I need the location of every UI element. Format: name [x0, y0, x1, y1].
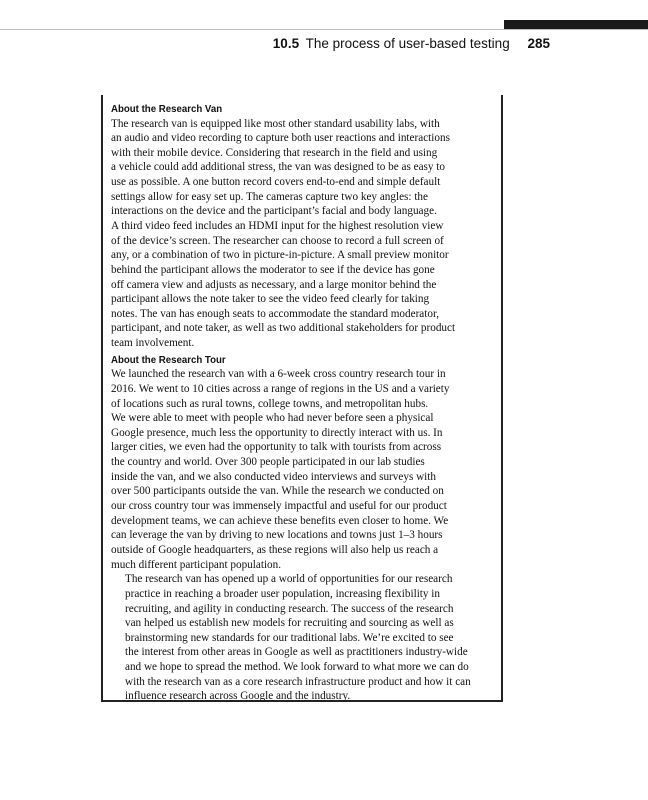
header-rule [0, 29, 648, 30]
text-line: can leverage the van by driving to new locations and towns just 1–3 hours [111, 529, 443, 542]
sidebar-paragraph [111, 117, 501, 351]
text-line: We launched the research van with a 6-week cross country research tour in [111, 368, 446, 381]
text-line: A third video feed includes an HDMI input for the highest resolution view [111, 219, 444, 232]
text-line: brainstorming new standards for our traditional labs. We’re excited to see [125, 631, 454, 644]
text-line: and we hope to spread the method. We look forward to what more we can do [125, 661, 469, 674]
sidebar-heading: About the Research Tour [111, 353, 226, 366]
sidebar-paragraph [111, 572, 501, 704]
text-line: We were able to meet with people who had never before seen a physical [111, 412, 434, 425]
text-line: an audio and video recording to capture both user reactions and interactions [111, 132, 450, 145]
text-line: participant, and note taker, as well as two additional stakeholders for product [111, 322, 456, 335]
text-line: The research van is equipped like most other standard usability labs, with [111, 117, 440, 130]
text-line: The research van has opened up a world of opportunities for our research [125, 573, 453, 586]
section-number: 10.5 [272, 36, 300, 51]
text-line: larger cities, we even had the opportunity to talk with tourists from across [111, 441, 442, 454]
text-line: any, or a combination of two in picture-in-picture. A small preview monitor [111, 249, 449, 262]
text-line: settings allow for easy set up. The cameras capture two key angles: the [111, 190, 428, 203]
text-line: 2016. We went to 10 cities across a range of regions in the US and a variety [111, 382, 450, 395]
text-line: over 500 participants outside the van. While the research we conducted on [111, 485, 444, 498]
text-line: the country and world. Over 300 people participated in our lab studies [111, 456, 425, 469]
text-line: van helped us establish new models for recruiting and sourcing as well as [125, 617, 454, 630]
text-line: with the research van as a core research infrastructure product and how it can [125, 675, 471, 688]
sidebar-section-research-tour [111, 353, 501, 704]
text-line: practice in reaching a broader user population, increasing flexibility in [125, 587, 440, 600]
text-line: our cross country tour was immensely impactful and useful for our product [111, 500, 447, 513]
running-head [273, 36, 550, 51]
text-line: team involvement. [111, 337, 195, 350]
text-line: off camera view and adjusts as necessary, and a large monitor behind the [111, 278, 437, 291]
text-line: influence research across Google and the industry. [125, 690, 351, 703]
text-line: participant allows the note taker to see the video feed clearly for taking [111, 293, 430, 306]
text-line: interactions on the device and the participant’s facial and body language. [111, 205, 437, 218]
text-line: of the device’s screen. The researcher can choose to record a full screen of [111, 234, 444, 247]
page-number: 285 [527, 36, 550, 51]
text-line: recruiting, and agility in conducting research. The success of the research [125, 602, 454, 615]
section-title: The process of user-based testing [305, 36, 510, 51]
text-line: inside the van, and we also conducted video interviews and surveys with [111, 470, 436, 483]
sidebar-heading: About the Research Van [111, 103, 223, 115]
text-line: development teams, we can achieve these benefits even closer to home. We [111, 514, 449, 527]
text-line: Google presence, much less the opportunity to directly interact with us. In [111, 426, 443, 439]
text-line: with their mobile device. Considering that research in the field and using [111, 146, 438, 159]
text-line: notes. The van has enough seats to accommodate the standard moderator, [111, 307, 440, 320]
text-line: behind the participant allows the moderator to see if the device has gone [111, 263, 435, 276]
sidebar-paragraph [111, 367, 501, 572]
text-line: of locations such as rural towns, college towns, and metropolitan hubs. [111, 397, 429, 410]
text-line: a vehicle could add additional stress, the van was designed to be as easy to [111, 161, 445, 174]
text-line: use as possible. A one button record covers end-to-end and simple default [111, 176, 441, 189]
text-line: much different participant population. [111, 558, 282, 571]
text-line: outside of Google headquarters, as these regions will also help us reach a [111, 543, 439, 556]
text-line: the interest from other areas in Google as well as practitioners industry-wide [125, 646, 468, 659]
sidebar-section-research-van [111, 102, 501, 351]
sidebar-box [101, 95, 503, 702]
